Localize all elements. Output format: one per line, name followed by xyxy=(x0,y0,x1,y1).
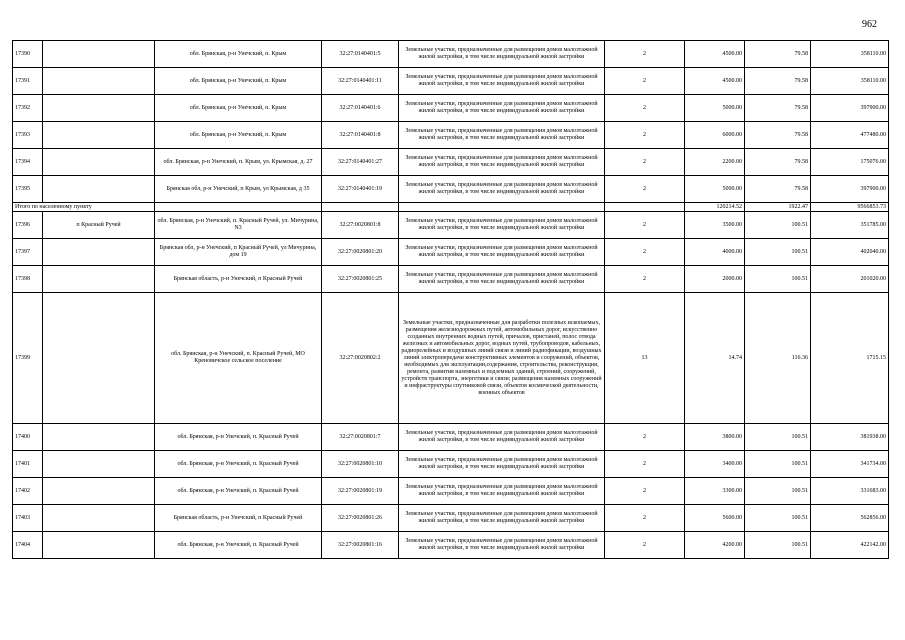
cadastral-number-cell: 32:27:0020801:7 xyxy=(322,424,399,451)
land-use-description-cell: Земельные участки, предназначенные для размещения домов малоэтажной жилой застройки, в том числе индивидуальной жилой застройки xyxy=(399,266,605,293)
area-cell: 3400.00 xyxy=(685,451,745,478)
land-use-description-cell: Земельные участки, предназначенные для размещения домов малоэтажной жилой застройки, в том числе индивидуальной жилой застройки xyxy=(399,451,605,478)
category-cell: 13 xyxy=(605,293,685,424)
total-empty-cadastral xyxy=(322,203,399,212)
cadastral-number-cell: 32:27:0020802:2 xyxy=(322,293,399,424)
row-id: 17402 xyxy=(13,478,43,505)
price-cell: 79.58 xyxy=(745,95,811,122)
row-id: 17397 xyxy=(13,239,43,266)
price-cell: 100.51 xyxy=(745,505,811,532)
total-label: Итого по населенному пункту xyxy=(13,203,155,212)
cadastral-number-cell: 32:27:0140401:5 xyxy=(322,41,399,68)
table-row xyxy=(13,266,889,293)
area-cell: 4500.00 xyxy=(685,68,745,95)
row-id: 17401 xyxy=(13,451,43,478)
area-cell: 2200.00 xyxy=(685,149,745,176)
settlement-cell xyxy=(43,41,155,68)
price-cell: 100.51 xyxy=(745,532,811,559)
settlement-cell xyxy=(43,239,155,266)
category-cell: 2 xyxy=(605,532,685,559)
table-row xyxy=(13,176,889,203)
price-cell: 79.58 xyxy=(745,122,811,149)
land-use-description-cell: Земельные участки, предназначенные для размещения домов малоэтажной жилой застройки, в том числе индивидуальной жилой застройки xyxy=(399,122,605,149)
address-cell: обл. Брянская, р-н Унечский, п. Красный Ручей xyxy=(155,424,322,451)
table-row xyxy=(13,293,889,424)
row-id: 17404 xyxy=(13,532,43,559)
settlement-cell xyxy=(43,95,155,122)
table-row xyxy=(13,212,889,239)
land-registry-table xyxy=(12,40,889,559)
row-id: 17399 xyxy=(13,293,43,424)
table-row xyxy=(13,68,889,95)
address-cell: Брянская область, р-н Унечский, п Красный Ручей xyxy=(155,266,322,293)
price-cell: 100.51 xyxy=(745,424,811,451)
table-body xyxy=(13,41,889,559)
cadastral-number-cell: 32:27:0020801:25 xyxy=(322,266,399,293)
table-row xyxy=(13,424,889,451)
price-cell: 100.51 xyxy=(745,451,811,478)
land-use-description-cell: Земельные участки, предназначенные для размещения домов малоэтажной жилой застройки, в том числе индивидуальной жилой застройки xyxy=(399,424,605,451)
settlement-cell xyxy=(43,505,155,532)
area-cell: 3800.00 xyxy=(685,424,745,451)
table-row xyxy=(13,478,889,505)
category-cell: 2 xyxy=(605,176,685,203)
row-id: 17392 xyxy=(13,95,43,122)
category-cell: 2 xyxy=(605,41,685,68)
cadastral-value-cell: 175076.00 xyxy=(811,149,889,176)
row-id: 17403 xyxy=(13,505,43,532)
price-cell: 116.36 xyxy=(745,293,811,424)
address-cell: обл. Брянская, р-н Унечский, п. Красный Ручей xyxy=(155,478,322,505)
category-cell: 2 xyxy=(605,95,685,122)
settlement-cell xyxy=(43,478,155,505)
category-cell: 2 xyxy=(605,149,685,176)
settlement-cell xyxy=(43,424,155,451)
area-cell: 3500.00 xyxy=(685,212,745,239)
land-use-description-cell: Земельные участки, предназначенные для размещения домов малоэтажной жилой застройки, в том числе индивидуальной жилой застройки xyxy=(399,478,605,505)
table-row xyxy=(13,149,889,176)
settlement-cell xyxy=(43,532,155,559)
land-use-description-cell: Земельные участки, предназначенные для разработки полезных ископаемых, размещения железнодорожных путей, автомобильных дорог, искусственно созданных внутренних водных путей, причалов, пристаней, полос отвода железных и автомобильных дорог, водных путей, трубопроводов, кабельных, радиорелейных и воздушных линий связи и линий радиофикации, воздушных линий электропередачи конструктивных элементов и сооружений, объектов, необходимых для эксплуатации,содержания, строительства, реконструкции, ремонта, развития наземных и подземных зданий, строений, сооружений, устройств транспорта, энергетики и связи; размещения наземных сооружений и инфраструктуры спутниковой связи, объектов космической деятельности, военных объектов xyxy=(399,293,605,424)
cadastral-number-cell: 32:27:0140401:27 xyxy=(322,149,399,176)
category-cell: 2 xyxy=(605,478,685,505)
cadastral-value-cell: 341734.00 xyxy=(811,451,889,478)
cadastral-number-cell: 32:27:0020801:16 xyxy=(322,532,399,559)
table-row xyxy=(13,41,889,68)
cadastral-value-cell: 358110.00 xyxy=(811,68,889,95)
settlement-cell xyxy=(43,68,155,95)
area-cell: 4000.00 xyxy=(685,239,745,266)
address-cell: Брянская обл, р-н Унечский, п Красный Ручей, ул Мичурина, дом 19 xyxy=(155,239,322,266)
row-id: 17394 xyxy=(13,149,43,176)
cadastral-number-cell: 32:27:0140401:6 xyxy=(322,95,399,122)
address-cell: обл. Брянская, р-н Унечский, п. Крым xyxy=(155,122,322,149)
area-cell: 14.74 xyxy=(685,293,745,424)
address-cell: обл. Брянская, р-н Унечский, п. Красный Ручей xyxy=(155,532,322,559)
settlement-cell xyxy=(43,176,155,203)
address-cell: обл. Брянская, р-н Унечский, п. Крым xyxy=(155,68,322,95)
area-cell: 5000.00 xyxy=(685,95,745,122)
total-price: 1922.47 xyxy=(745,203,811,212)
category-cell: 2 xyxy=(605,122,685,149)
area-cell: 4200.00 xyxy=(685,532,745,559)
cadastral-value-cell: 358110.00 xyxy=(811,41,889,68)
category-cell: 2 xyxy=(605,266,685,293)
row-id: 17396 xyxy=(13,212,43,239)
total-empty-category xyxy=(605,203,685,212)
address-cell: обл. Брянская, р-н Унечский, п. Крым xyxy=(155,41,322,68)
area-cell: 5000.00 xyxy=(685,176,745,203)
total-empty-description xyxy=(399,203,605,212)
cadastral-number-cell: 32:27:0020801:20 xyxy=(322,239,399,266)
cadastral-number-cell: 32:27:0140401:8 xyxy=(322,122,399,149)
total-area: 120214.52 xyxy=(685,203,745,212)
price-cell: 100.51 xyxy=(745,478,811,505)
row-id: 17398 xyxy=(13,266,43,293)
land-use-description-cell: Земельные участки, предназначенные для размещения домов малоэтажной жилой застройки, в том числе индивидуальной жилой застройки xyxy=(399,149,605,176)
area-cell: 5600.00 xyxy=(685,505,745,532)
address-cell: Брянская обл, р-н Унечский, п Крым, ул Крымская, д 35 xyxy=(155,176,322,203)
price-cell: 79.58 xyxy=(745,41,811,68)
row-id: 17390 xyxy=(13,41,43,68)
land-use-description-cell: Земельные участки, предназначенные для размещения домов малоэтажной жилой застройки, в том числе индивидуальной жилой застройки xyxy=(399,505,605,532)
settlement-cell xyxy=(43,451,155,478)
area-cell: 6000.00 xyxy=(685,122,745,149)
address-cell: обл. Брянская, р-н Унечский, п. Крым, ул. Крымская, д. 27 xyxy=(155,149,322,176)
total-empty-address xyxy=(155,203,322,212)
address-cell: Брянская область, р-н Унечский, п Красный Ручей xyxy=(155,505,322,532)
total-row xyxy=(13,203,889,212)
settlement-cell xyxy=(43,293,155,424)
page-number: 962 xyxy=(862,19,877,30)
area-cell: 4500.00 xyxy=(685,41,745,68)
cadastral-value-cell: 1715.15 xyxy=(811,293,889,424)
address-cell: обл. Брянская, р-н Унечский, п. Красный Ручей, ул. Мичурина, N3 xyxy=(155,212,322,239)
cadastral-value-cell: 201020.00 xyxy=(811,266,889,293)
address-cell: обл. Брянская, р-н Унечский, п. Красный Ручей xyxy=(155,451,322,478)
row-id: 17393 xyxy=(13,122,43,149)
land-use-description-cell: Земельные участки, предназначенные для размещения домов малоэтажной жилой застройки, в том числе индивидуальной жилой застройки xyxy=(399,176,605,203)
price-cell: 100.51 xyxy=(745,239,811,266)
cadastral-value-cell: 422142.00 xyxy=(811,532,889,559)
land-use-description-cell: Земельные участки, предназначенные для размещения домов малоэтажной жилой застройки, в том числе индивидуальной жилой застройки xyxy=(399,532,605,559)
settlement-cell xyxy=(43,149,155,176)
table-row xyxy=(13,505,889,532)
cadastral-value-cell: 381938.00 xyxy=(811,424,889,451)
category-cell: 2 xyxy=(605,68,685,95)
cadastral-number-cell: 32:27:0020801:10 xyxy=(322,451,399,478)
cadastral-number-cell: 32:27:0020801:26 xyxy=(322,505,399,532)
category-cell: 2 xyxy=(605,451,685,478)
row-id: 17395 xyxy=(13,176,43,203)
cadastral-value-cell: 402040.00 xyxy=(811,239,889,266)
table-row xyxy=(13,451,889,478)
table-row xyxy=(13,532,889,559)
category-cell: 2 xyxy=(605,212,685,239)
table-row xyxy=(13,95,889,122)
land-use-description-cell: Земельные участки, предназначенные для размещения домов малоэтажной жилой застройки, в том числе индивидуальной жилой застройки xyxy=(399,41,605,68)
cadastral-value-cell: 477480.00 xyxy=(811,122,889,149)
land-use-description-cell: Земельные участки, предназначенные для размещения домов малоэтажной жилой застройки, в том числе индивидуальной жилой застройки xyxy=(399,68,605,95)
settlement-cell xyxy=(43,122,155,149)
cadastral-number-cell: 32:27:0020801:19 xyxy=(322,478,399,505)
category-cell: 2 xyxy=(605,424,685,451)
address-cell: обл. Брянская, р-н Унечский, п. Красный Ручей, МО Креновичское сельское поселение xyxy=(155,293,322,424)
land-use-description-cell: Земельные участки, предназначенные для размещения домов малоэтажной жилой застройки, в том числе индивидуальной жилой застройки xyxy=(399,212,605,239)
settlement-cell: п Красный Ручей xyxy=(43,212,155,239)
land-use-description-cell: Земельные участки, предназначенные для размещения домов малоэтажной жилой застройки, в том числе индивидуальной жилой застройки xyxy=(399,95,605,122)
price-cell: 79.58 xyxy=(745,176,811,203)
table-row xyxy=(13,239,889,266)
category-cell: 2 xyxy=(605,505,685,532)
price-cell: 79.58 xyxy=(745,149,811,176)
address-cell: обл. Брянская, р-н Унечский, п. Крым xyxy=(155,95,322,122)
cadastral-value-cell: 397900.00 xyxy=(811,95,889,122)
cadastral-value-cell: 562856.00 xyxy=(811,505,889,532)
cadastral-value-cell: 331683.00 xyxy=(811,478,889,505)
row-id: 17391 xyxy=(13,68,43,95)
cadastral-number-cell: 32:27:0140401:19 xyxy=(322,176,399,203)
cadastral-number-cell: 32:27:0020801:8 xyxy=(322,212,399,239)
settlement-cell xyxy=(43,266,155,293)
row-id: 17400 xyxy=(13,424,43,451)
category-cell: 2 xyxy=(605,239,685,266)
cadastral-number-cell: 32:27:0140401:11 xyxy=(322,68,399,95)
price-cell: 100.51 xyxy=(745,266,811,293)
total-value: 9566853.73 xyxy=(811,203,889,212)
cadastral-value-cell: 351785.00 xyxy=(811,212,889,239)
land-use-description-cell: Земельные участки, предназначенные для размещения домов малоэтажной жилой застройки, в том числе индивидуальной жилой застройки xyxy=(399,239,605,266)
price-cell: 79.58 xyxy=(745,68,811,95)
area-cell: 2000.00 xyxy=(685,266,745,293)
area-cell: 3300.00 xyxy=(685,478,745,505)
cadastral-value-cell: 397900.00 xyxy=(811,176,889,203)
price-cell: 100.51 xyxy=(745,212,811,239)
table-row xyxy=(13,122,889,149)
